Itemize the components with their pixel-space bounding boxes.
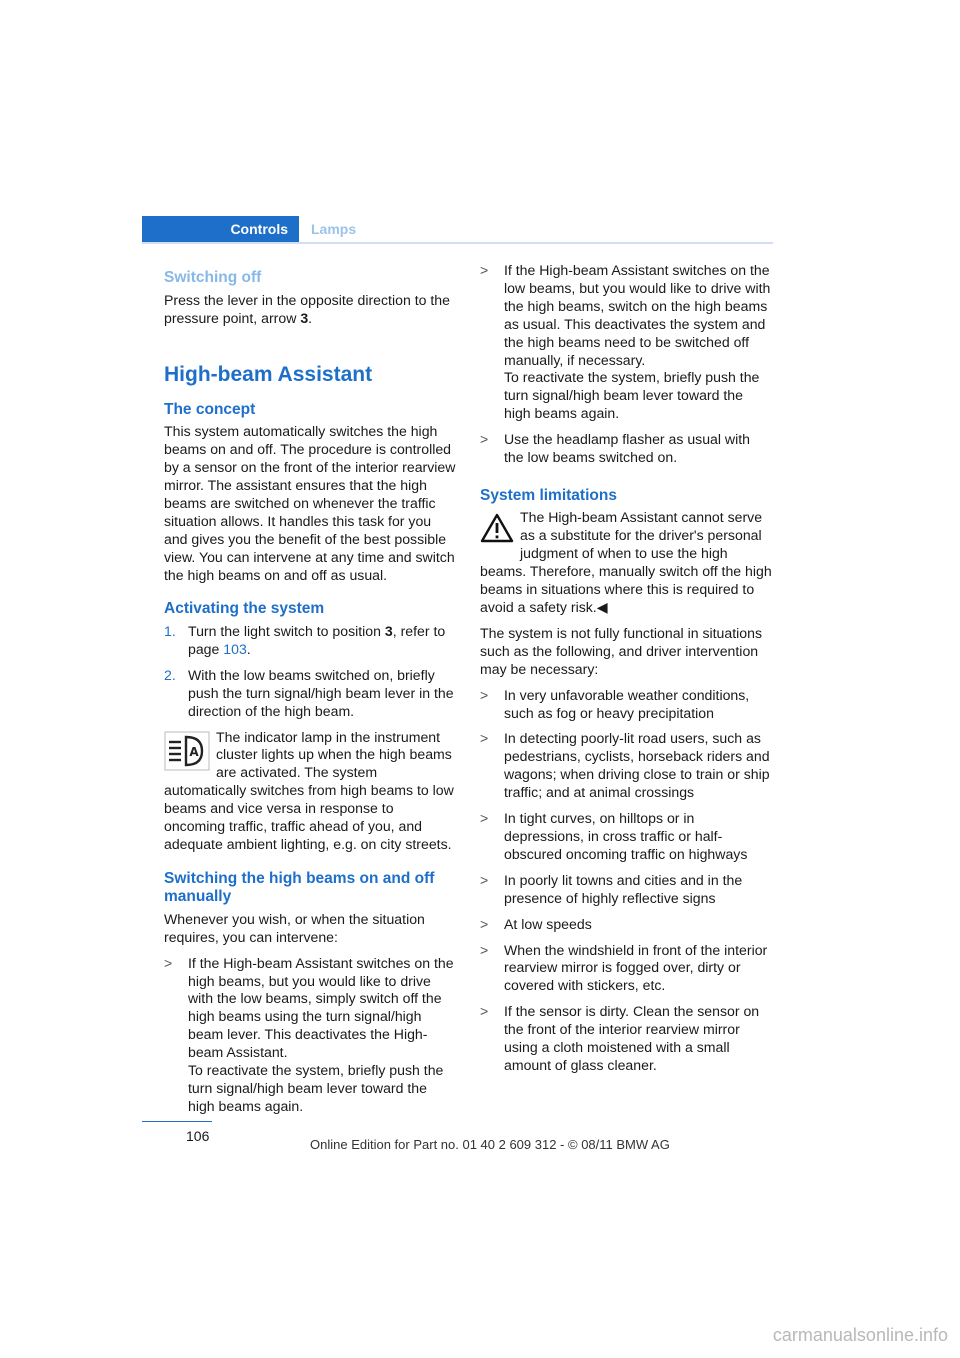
activating-heading: Activating the system <box>164 600 325 618</box>
step-1-number: 1. <box>164 622 176 639</box>
indicator-text: The indicator lamp in the instrument cluster lights up when the high beams are activated. The system automatically switches from high beams to low beams and vice versa in response to oncoming traffic, traffic ahead of you, and adequate ambient lighting, e.g. on city streets. <box>164 728 454 852</box>
switching-off-text-pre: Press the lever in the opposite direction to the pressure point, arrow <box>164 292 450 326</box>
manual-item-3 <box>480 431 772 467</box>
switching-off-text-post: . <box>308 309 313 326</box>
switching-off-text <box>164 292 456 328</box>
page-link-103[interactable]: 103 <box>223 640 247 657</box>
indicator-paragraph <box>164 729 456 854</box>
bullet-marker: > <box>480 686 489 703</box>
limit-text: In detecting poorly-lit road users, such as pedestrians, cyclists, horseback riders and wagons; when driving close to train or ship traffic; and at animal crossings <box>504 730 770 801</box>
limit-item <box>480 687 772 723</box>
bullet-marker: > <box>480 262 489 278</box>
bullet-marker: > <box>480 1003 489 1020</box>
high-beam-assistant-icon <box>164 731 210 771</box>
limitations-intro: The system is not fully functional in situations such as the following, and driver intervention may be necessary: <box>480 624 763 677</box>
svg-text:A: A <box>189 744 199 759</box>
manual-item-2b-text: To reactivate the system, briefly push the turn signal/high beam lever toward the high beams again. <box>504 369 760 422</box>
manual-heading: Switching the high beams on and off manually <box>164 869 435 906</box>
step-1-post: . <box>246 640 251 657</box>
limit-item <box>480 942 772 996</box>
limit-item <box>480 730 772 802</box>
header-bar <box>142 216 773 244</box>
page-number-rule <box>142 1121 212 1122</box>
step-2-text: With the low beams switched on, briefly push the turn signal/high beam lever in the direction of the high beam. <box>188 666 454 719</box>
limit-text: At low speeds <box>504 915 592 932</box>
watermark: carmanualsonline.info <box>772 1325 948 1345</box>
step-2-number: 2. <box>164 666 176 683</box>
limit-text: In poorly lit towns and cities and in the presence of highly reflective signs <box>504 871 743 906</box>
limit-text: In tight curves, on hilltops or in depressions, in cross traffic or half-obscured oncoming traffic on highways <box>504 810 748 862</box>
limit-item <box>480 872 772 908</box>
manual-item-2 <box>480 262 772 423</box>
page-number: 106 <box>186 1128 210 1144</box>
bullet-marker: > <box>480 730 489 747</box>
step-1-position: 3 <box>384 622 393 639</box>
bullet-marker: > <box>164 954 173 971</box>
bullet-marker: > <box>480 915 489 932</box>
limit-text: If the sensor is dirty. Clean the sensor on the front of the interior rearview mirror using a cloth moistened with a small amount of glass cleaner. <box>504 1003 760 1073</box>
left-column <box>164 262 456 1124</box>
bullet-marker: > <box>480 941 489 958</box>
manual-item-2-text: If the High-beam Assistant switches on the low beams, but you would like to drive with the high beams, switch on the high beams as usual. This deactivates the system and the high beams need to be switched off manually, if necessary. <box>504 262 771 368</box>
arrow-number: 3 <box>300 309 309 326</box>
right-column <box>480 262 772 1083</box>
concept-heading: The concept <box>164 400 256 418</box>
warning-triangle-icon <box>480 513 514 545</box>
switching-off-heading: Switching off <box>164 269 262 286</box>
bullet-marker: > <box>480 810 489 827</box>
manual-item-1 <box>164 955 456 1116</box>
step-1 <box>164 623 456 659</box>
manual-intro: Whenever you wish, or when the situation requires, you can intervene: <box>164 910 425 945</box>
header-section-controls: Controls <box>142 216 299 242</box>
step-2 <box>164 667 456 721</box>
warning-end-mark: ◀ <box>596 599 608 615</box>
bullet-marker: > <box>480 431 489 448</box>
concept-text: This system automatically switches the high beams on and off. The procedure is controlled by a sensor on the front of the interior rearview mirror. The assistant ensures that the high beams are switched on whenever the traffic situation allows. It handles this task for you and gives you the benefit of the best possible view. You can intervene at any time and switch the high beams on and off as usual. <box>164 423 456 583</box>
warning-paragraph <box>480 509 772 616</box>
limit-item <box>480 810 772 864</box>
step-1-mid: , refer to page <box>188 622 446 657</box>
footer-edition-note: Online Edition for Part no. 01 40 2 609 312 - © 08/11 BMW AG <box>310 1137 670 1152</box>
main-heading: High-beam Assistant <box>164 362 373 386</box>
bullet-marker: > <box>480 871 489 888</box>
limit-text: In very unfavorable weather conditions, such as fog or heavy precipitation <box>504 686 750 721</box>
warning-text: The High-beam Assistant cannot serve as a substitute for the driver's personal judgment of when to use the high beams. Therefore, manually switch off the high beams in situations where this is required to avoid a safety risk. <box>480 509 772 615</box>
manual-item-1b-text: To reactivate the system, briefly push the turn signal/high beam lever toward the high beams again. <box>188 1062 444 1114</box>
limit-item <box>480 1003 772 1075</box>
manual-item-1-text: If the High-beam Assistant switches on the high beams, but you would like to drive with the low beams, simply switch off the high beams using the turn signal/high beam lever. This deactivates the High-beam Assistant. <box>188 954 454 1061</box>
limitations-heading: System limitations <box>480 486 617 504</box>
limit-item <box>480 916 772 934</box>
manual-item-3-text: Use the headlamp flasher as usual with the low beams switched on. <box>504 431 750 466</box>
step-1-pre: Turn the light switch to position <box>188 622 385 639</box>
limit-text: When the windshield in front of the interior rearview mirror is fogged over, dirty or covered with stickers, etc. <box>504 941 768 994</box>
header-subsection-lamps: Lamps <box>311 221 357 237</box>
